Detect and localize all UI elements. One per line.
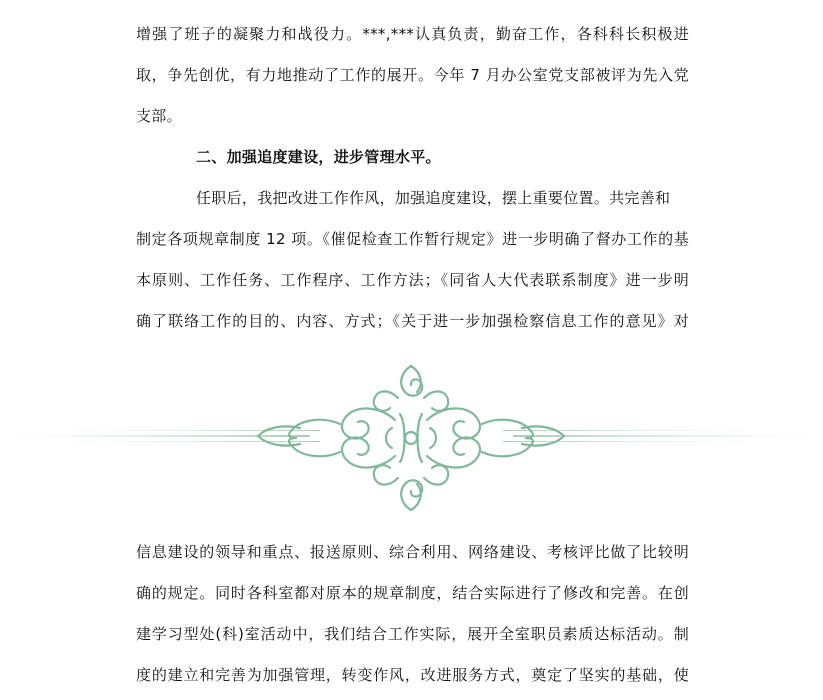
decorative-flourish-divider <box>0 358 823 518</box>
text-line: 取，争先创优，有力地推动了工作的展开。今年 7 月办公室党支部被评为先入党 <box>136 66 689 84</box>
text-line: 信息建设的领导和重点、报送原则、综合利用、网络建设、考核评比做了比较明 <box>136 543 689 561</box>
text-line: 确了联络工作的目的、内容、方式；《关于进一步加强检察信息工作的意见》对 <box>136 312 689 330</box>
text-line: 本原则、工作任务、工作程序、工作方法；《同省人大代表联系制度》进一步明 <box>136 271 689 289</box>
text-line: 任职后，我把改进工作作风，加强追度建设，摆上重要位置。共完善和 <box>196 189 671 207</box>
section-heading: 二、加强追度建设，进步管理水平。 <box>196 148 441 166</box>
paragraph-bottom <box>136 532 689 696</box>
text-line: 增强了班子的凝聚力和战役力。***,***认真负责，勤奋工作，各科科长积极进 <box>136 25 689 43</box>
text-line: 建学习型处(科)室活动中，我们结合工作实际，展开全室职员素质达标活动。制 <box>136 625 689 643</box>
text-line: 支部。 <box>136 107 182 125</box>
flourish-ornament <box>258 366 564 510</box>
text-line: 确的规定。同时各科室都对原本的规章制度，结合实际进行了修改和完善。在创 <box>136 584 689 602</box>
paragraph-top <box>136 14 689 342</box>
text-line: 度的建立和完善为加强管理，转变作风，改进服务方式，奠定了坚实的基础，使 <box>136 666 689 684</box>
clipped-top-line <box>136 0 689 2</box>
text-line: 制定各项规章制度 12 项。《催促检查工作暂行规定》进一步明确了督办工作的基 <box>136 230 689 248</box>
